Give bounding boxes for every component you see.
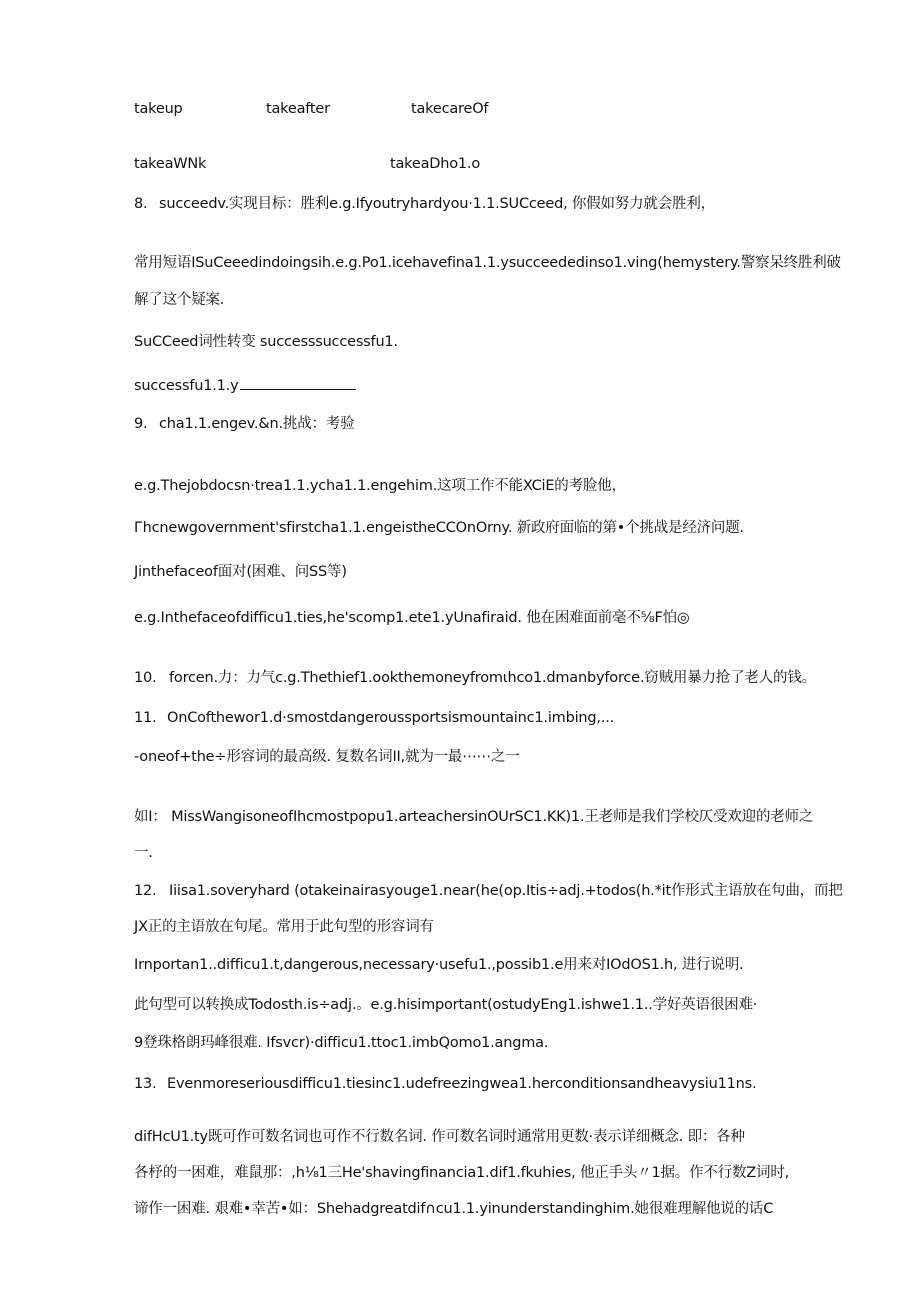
item-13-line-3: 各杼的一困难，难鼠那：,h⅛1三He'shavingfinancia1.dif1.fkuhies, 他正手头〃1据。作不行数Z词时, <box>134 1165 790 1181</box>
item-number: 11. <box>134 710 157 726</box>
item-text: Evenmoreseriousdifficu1.tiesinc1.udefreezingwea1.herconditionsandheavysiu11ns. <box>167 1076 757 1092</box>
item-number: 12. <box>134 883 157 899</box>
phrase-take-care-of: takecareOf <box>411 101 489 117</box>
item-number: 13. <box>134 1076 157 1092</box>
phrase-take-a-photo: takeaDho1.o <box>390 156 480 172</box>
item-9-line-1 <box>134 414 354 434</box>
item-12-line-4: 此句型可以转换成Todosth.is÷adj.。e.g.hisimportant(ostudyEng1.ishwe1.1..学好英语很困难· <box>134 997 758 1013</box>
item-13-line-2: difHcU1.ty既可作可数名词也可作不行数名词. 作可数名词时通常用更数·表示详细概念. 即：各种 <box>134 1129 745 1145</box>
item-12-line-3: Irnportan1..difficu1.t,dangerous,necessary·usefu1.,possib1.e用来对IOdOS1.h, 进行说明. <box>134 957 744 973</box>
item-11-line-3: 如I： MissWangisoneofIhcmostpopu1.arteachersinOUrSC1.KK)1.王老师是我们学校仄受欢迎的老师之 <box>134 809 814 825</box>
item-12-line-2: JX正的主语放在句尾。常用于此句型的形容词有 <box>134 919 434 935</box>
item-9-line-5: e.g.Inthefaceofdifficu1.ties,he'scomp1.ete1.yUnafiraid. 他在困难面前毫不⅝F怕◎ <box>134 610 690 626</box>
fill-in-blank[interactable] <box>240 375 356 390</box>
item-9-line-2: e.g.Thejobdocsn·trea1.1.ycha1.1.engehim.这项工作不能XCiE的考脸他， <box>134 478 626 494</box>
item-8-line-1 <box>134 194 715 214</box>
phrase-take-after: takeafter <box>266 101 330 117</box>
item-12-line-1 <box>134 881 843 901</box>
item-text: succeedv.实现目标：胜利e.g.Ifyoutryhardyou·1.1.SUCceed, 你假如努力就会胜利， <box>159 196 715 212</box>
item-text: Iiisa1.soveryhard (otakeinairasyouge1.near(he(op.Itis÷adj.+todos(h.*it作形式主语放在句曲，而把 <box>169 883 843 899</box>
item-text: successfu1.1.y <box>134 378 239 394</box>
item-8-line-2: 常用短语ISuCeeedindoingsih.e.g.Po1.icehavefina1.1.ysucceededinso1.ving(hemystery.警察呆终胜利破 <box>134 255 841 271</box>
item-text: forcen.力：力气c.g.Thethief1.ookthemoneyfromιhco1.dmanbyforce.窃贼用暴力抢了老人的钱。 <box>169 670 816 686</box>
item-13-line-4: 谛作一困难. 艰难•幸苦•如：Shehadgreatdif∩cu1.1.yinunderstandinghim.她很难理解他说的话C <box>134 1201 774 1217</box>
item-13-line-1 <box>134 1074 756 1094</box>
item-11-line-1 <box>134 708 614 728</box>
item-number: 8. <box>134 196 148 212</box>
item-9-line-3: Гhcnewgovernment'sfirstcha1.1.engeistheCCOnOrny. 新政府面临的第•个挑战是经济问题. <box>134 520 744 536</box>
phrase-take-up: takeup <box>134 101 183 117</box>
item-11-line-4: 一. <box>134 845 153 861</box>
item-text: OnCofthewor1.d·smostdangeroussportsismountainc1.imbing,... <box>167 710 615 726</box>
item-11-line-2: -oneof+the÷形容词的最高级. 复数名词II,就为一最⋯⋯之一 <box>134 749 520 765</box>
item-9-line-4: Jinthefaceof面对(困难、问SS等) <box>134 564 347 580</box>
phrase-take-a-walk: takeaWNk <box>134 156 207 172</box>
item-10-line-1 <box>134 668 816 688</box>
item-8-line-4: SuCCeed词性转变 successsuccessfu1. <box>134 334 398 350</box>
item-text: cha1.1.engev.&n.挑战：考验 <box>159 416 355 432</box>
item-12-line-5: 9登珠格朗玛峰很难. Ifsvcr)·difficu1.ttoc1.imbQomo1.angma. <box>134 1035 549 1051</box>
item-number: 10. <box>134 670 157 686</box>
item-8-line-5 <box>134 375 356 396</box>
item-number: 9. <box>134 416 148 432</box>
item-8-line-3: 解了这个疑案. <box>134 292 225 308</box>
